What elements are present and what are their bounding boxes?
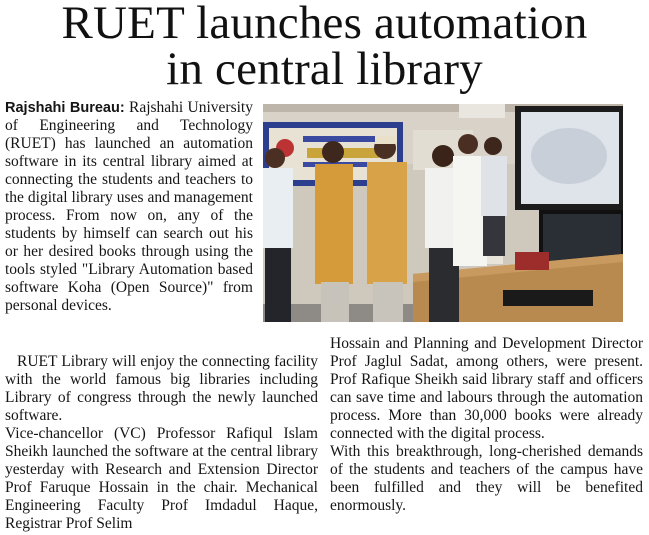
byline: Rajshahi Bureau: (5, 100, 125, 116)
headline (0, 0, 649, 95)
article-paragraph-4: With this breakthrough, long-cherished demands of the students and teachers of the campus have been fulfilled and they will be benefited enormously. (330, 443, 643, 514)
article-column-left-top (5, 99, 253, 315)
paragraph-1-text: Rajshahi University of Engineering and Technology (RUET) has launched an automation software in its central library aimed at connecting the students and teachers to the digital library uses and management process. From now on, any of the students by himself can search out his or her desired books through using the tools styled "Library Automation based software Koha (Open Source)" from personal devices. (5, 99, 253, 314)
article-paragraph-3: Vice-chancellor (VC) Professor Rafiqul Islam Sheikh launched the software at the central library yesterday with Research and Extension Director Prof Faruque Hossain in the chair. Mechanical Engineering Faculty Prof Imdadul Haque, Registrar Prof Selim (5, 425, 318, 532)
article-paragraph-2: RUET Library will enjoy the connecting facility with the world famous big libraries including Library of congress through the newly launched software. (5, 353, 318, 424)
headline-line-1: RUET launches automation (61, 0, 588, 49)
article-paragraph-3-continued: Hossain and Planning and Development Director Prof Jaglul Sadat, among others, were present. Prof Rafique Sheikh said library staff and officers can save time and labours through the automation process. More than 30,000 books were already connected with the digital process. (330, 335, 643, 442)
article-column-left-bottom (5, 353, 318, 533)
headline-line-2: in central library (166, 43, 483, 95)
news-photo (263, 104, 623, 322)
article-paragraph-1 (5, 99, 253, 315)
photo-illustration (263, 104, 623, 322)
article-column-right (330, 335, 643, 515)
